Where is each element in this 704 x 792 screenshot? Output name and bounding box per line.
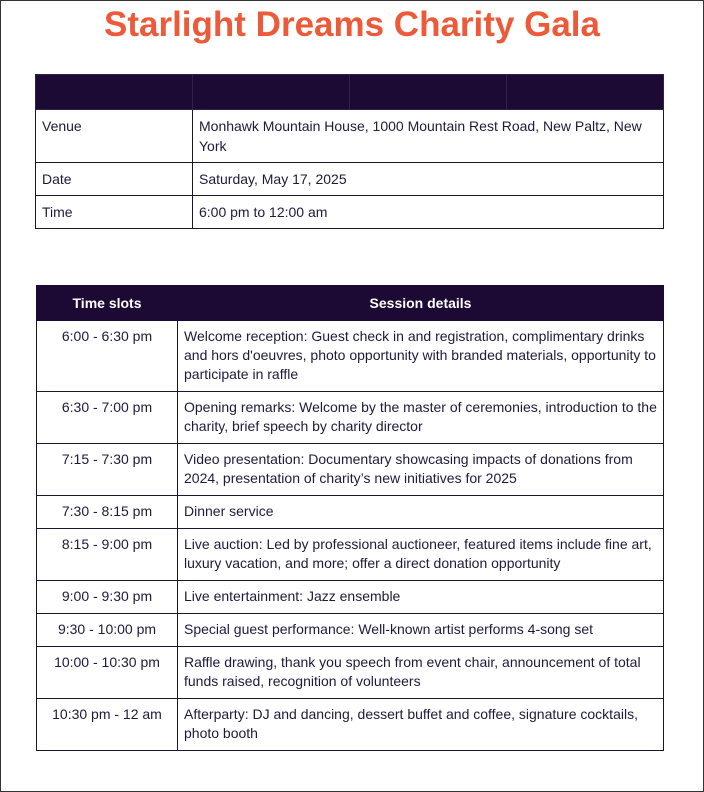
info-header-row	[36, 75, 664, 110]
schedule-row	[37, 392, 664, 444]
page-title: Starlight Dreams Charity Gala	[104, 5, 600, 44]
info-value: Monhawk Mountain House, 1000 Mountain Rest Road, New Paltz, New York	[193, 110, 664, 163]
time-slot: 9:30 - 10:00 pm	[37, 614, 178, 647]
time-slot: 7:30 - 8:15 pm	[37, 496, 178, 529]
schedule-row	[37, 699, 664, 751]
info-label: Date	[36, 163, 193, 196]
schedule-row	[37, 614, 664, 647]
session-detail: Welcome reception: Guest check in and registration, complimentary drinks and hors d'oeuvres, photo opportunity with branded materials, opportunity to participate in raffle	[178, 321, 664, 392]
info-row-date	[36, 163, 664, 196]
session-detail: Video presentation: Documentary showcasing impacts of donations from 2024, presentation of charity’s new initiatives for 2025	[178, 444, 664, 496]
time-slot: 10:00 - 10:30 pm	[37, 647, 178, 699]
schedule-row	[37, 581, 664, 614]
info-header-cell	[350, 75, 507, 110]
time-slot: 6:00 - 6:30 pm	[37, 321, 178, 392]
session-detail: Afterparty: DJ and dancing, dessert buffet and coffee, signature cocktails, photo booth	[178, 699, 664, 751]
info-value: Saturday, May 17, 2025	[193, 163, 664, 196]
time-slots-header: Time slots	[37, 286, 178, 321]
session-detail: Raffle drawing, thank you speech from event chair, announcement of total funds raised, recognition of volunteers	[178, 647, 664, 699]
info-row-time	[36, 196, 664, 229]
info-label: Venue	[36, 110, 193, 163]
time-slot: 9:00 - 9:30 pm	[37, 581, 178, 614]
schedule-row	[37, 444, 664, 496]
info-header-cell	[193, 75, 350, 110]
schedule-table	[36, 285, 664, 751]
info-value: 6:00 pm to 12:00 am	[193, 196, 664, 229]
schedule-header-row	[37, 286, 664, 321]
event-info-table	[35, 74, 664, 229]
info-row-venue	[36, 110, 664, 163]
info-label: Time	[36, 196, 193, 229]
info-header-cell	[507, 75, 664, 110]
session-detail: Dinner service	[178, 496, 664, 529]
session-detail: Special guest performance: Well-known artist performs 4-song set	[178, 614, 664, 647]
schedule-row	[37, 529, 664, 581]
time-slot: 7:15 - 7:30 pm	[37, 444, 178, 496]
schedule-row	[37, 321, 664, 392]
time-slot: 10:30 pm - 12 am	[37, 699, 178, 751]
schedule-row	[37, 647, 664, 699]
info-header-cell	[36, 75, 193, 110]
time-slot: 8:15 - 9:00 pm	[37, 529, 178, 581]
session-detail: Live auction: Led by professional auctioneer, featured items include fine art, luxury vacation, and more; offer a direct donation opportunity	[178, 529, 664, 581]
session-details-header: Session details	[178, 286, 664, 321]
session-detail: Live entertainment: Jazz ensemble	[178, 581, 664, 614]
time-slot: 6:30 - 7:00 pm	[37, 392, 178, 444]
schedule-row	[37, 496, 664, 529]
session-detail: Opening remarks: Welcome by the master of ceremonies, introduction to the charity, brief speech by charity director	[178, 392, 664, 444]
